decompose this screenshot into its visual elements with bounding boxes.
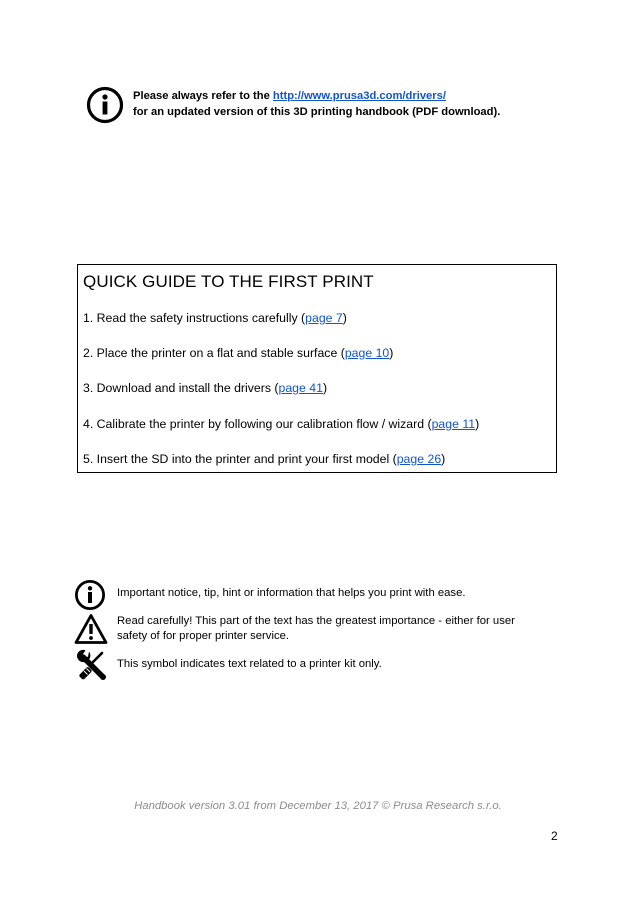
- legend-kit-text: This symbol indicates text related to a printer kit only.: [117, 658, 382, 670]
- legend-warning-line-2: safety of for proper printer service.: [117, 630, 290, 642]
- guide-step-5: 5. Insert the SD into the printer and print your first model (page 26): [83, 452, 446, 466]
- notice-line-1: Please always refer to the http://www.prusa3d.com/drivers/: [133, 90, 446, 102]
- handbook-version-footer: Handbook version 3.01 from December 13, 2017 © Prusa Research s.r.o.: [134, 800, 502, 812]
- guide-step-2: 2. Place the printer on a flat and stable surface (page 10): [83, 346, 394, 360]
- page-10-link[interactable]: page 10: [344, 346, 390, 360]
- quick-guide-box: [77, 264, 557, 473]
- legend-info-text: Important notice, tip, hint or information that helps you print with ease.: [117, 587, 466, 599]
- guide-step-4: 4. Calibrate the printer by following our calibration flow / wizard (page 11): [83, 417, 480, 431]
- legend-warning-line-1: Read carefully! This part of the text has the greatest importance - either for user: [117, 615, 515, 627]
- info-icon: [86, 86, 124, 124]
- notice-line-2: for an updated version of this 3D printing handbook (PDF download).: [133, 106, 501, 118]
- page-7-link[interactable]: page 7: [305, 311, 343, 325]
- guide-step-3: 3. Download and install the drivers (page 41): [83, 381, 328, 395]
- page-41-link[interactable]: page 41: [278, 381, 323, 395]
- warning-icon: [74, 613, 108, 645]
- page-26-link[interactable]: page 26: [396, 452, 442, 466]
- guide-step-1: 1. Read the safety instructions carefully (page 7): [83, 311, 347, 325]
- wrench-screwdriver-icon: [74, 648, 110, 684]
- page-11-link[interactable]: page 11: [431, 417, 476, 431]
- info-icon: [74, 579, 106, 611]
- drivers-link[interactable]: http://www.prusa3d.com/drivers/: [272, 90, 446, 102]
- legend-warning: [74, 613, 554, 647]
- legend-info: [74, 579, 554, 609]
- legend-kit: [74, 648, 554, 684]
- driver-notice: [86, 86, 566, 126]
- page-number: 2: [551, 829, 558, 843]
- quick-guide-title: QUICK GUIDE TO THE FIRST PRINT: [83, 272, 374, 291]
